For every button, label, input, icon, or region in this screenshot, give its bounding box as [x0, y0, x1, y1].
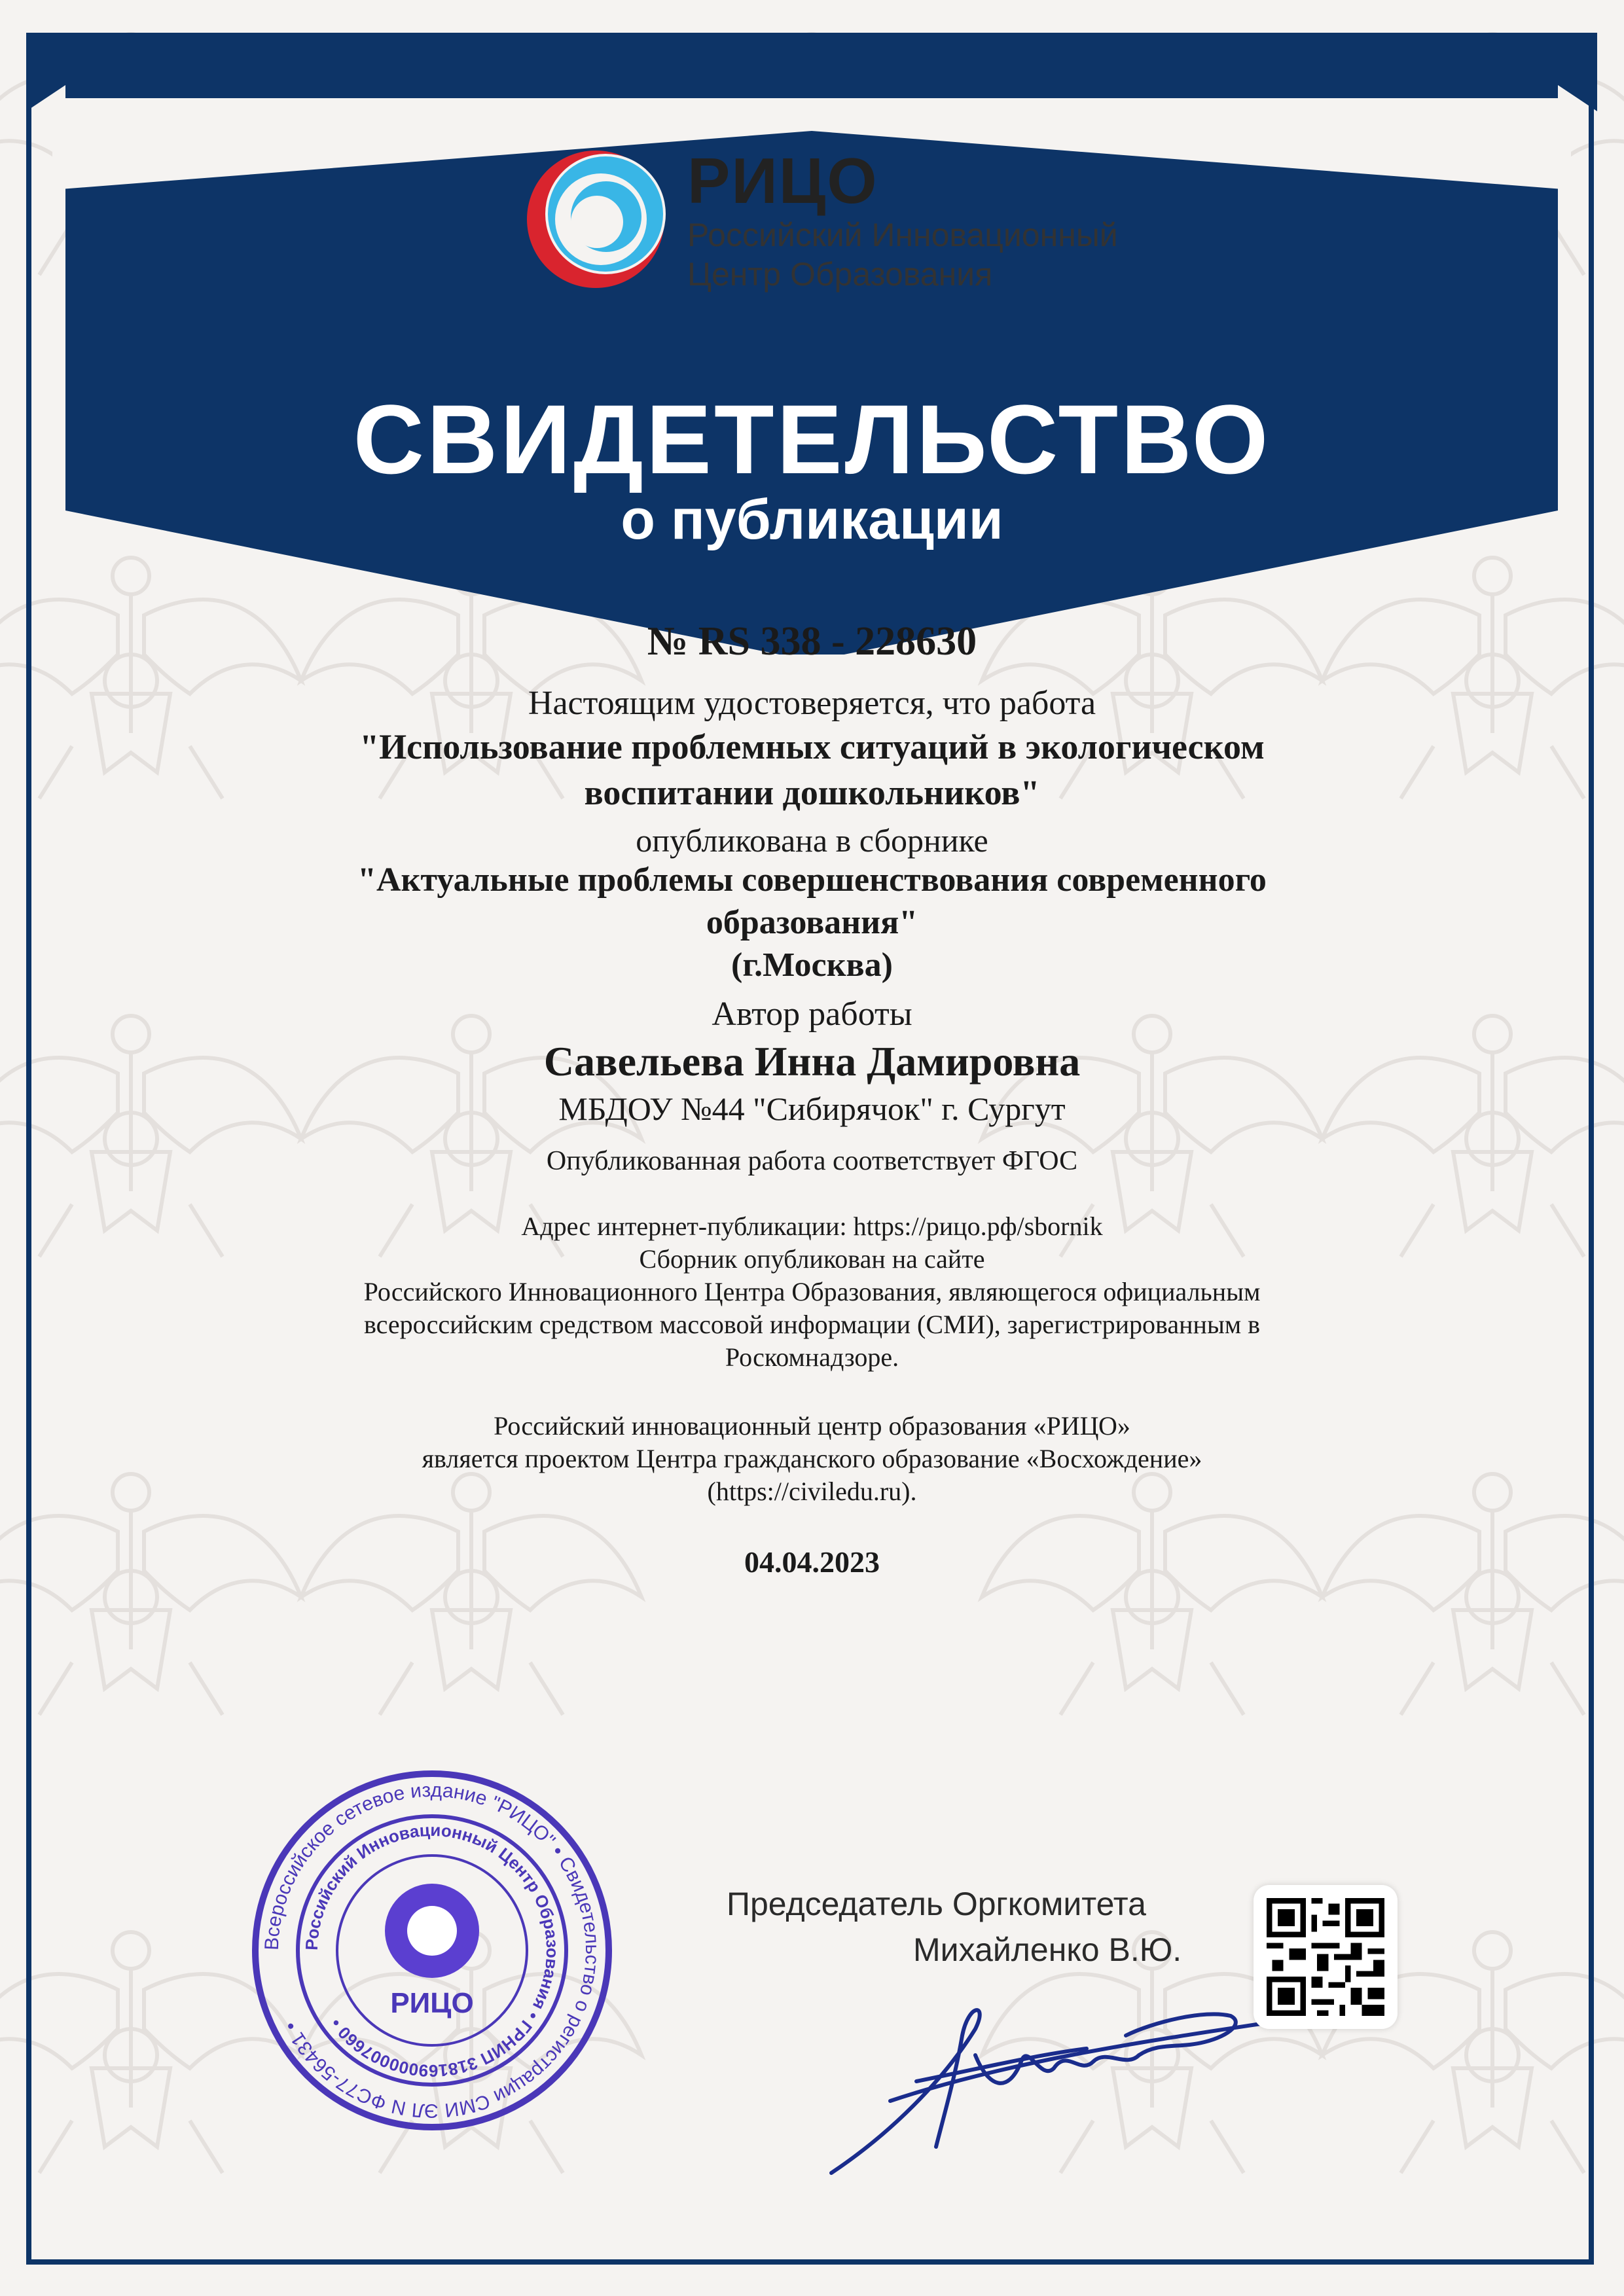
site-line-4: Роскомнадзоре. — [725, 1342, 899, 1372]
official-seal — [249, 1767, 615, 2134]
collection-line-1: "Актуальные проблемы совершенствования современного — [357, 861, 1267, 899]
logo-line-1: Российский Инновационный — [687, 217, 1118, 253]
published-in-text: опубликована в сборнике — [636, 822, 988, 859]
svg-text:Российский Инновационный Центр: Российский Инновационный Центр Образования • ГРНИП 318169000007660 • — [301, 1820, 563, 2081]
author-name: Савельева Инна Дамировна — [543, 1038, 1081, 1085]
signature-role: Председатель Оргкомитета — [727, 1886, 1146, 1922]
svg-text:Всероссийское сетевое издание: Всероссийское сетевое издание "РИЦО" • Свидетельство о регистрации СМИ ЭЛ N ФС77-56431 • — [261, 1779, 604, 2122]
work-title-line-2: воспитании дошкольников" — [584, 773, 1040, 812]
logo-name: РИЦО — [687, 145, 878, 217]
logo-panel — [0, 0, 1624, 655]
project-line-1: Российский инновационный центр образования «РИЦО» — [494, 1411, 1130, 1441]
project-line-3: (https://civiledu.ru). — [707, 1477, 917, 1506]
project-line-2: является проектом Центра гражданского образование «Восхождение» — [422, 1444, 1202, 1473]
certificate-subtitle: о публикации — [621, 488, 1003, 551]
handwritten-signature — [812, 1977, 1283, 2186]
institution: МБДОУ №44 "Сибирячок" г. Сургут — [558, 1090, 1066, 1127]
certificate-number: № RS 338 - 228630 — [647, 619, 977, 664]
intro-text: Настоящим удостоверяется, что работа — [528, 685, 1096, 722]
signature-name: Михайленко В.Ю. — [913, 1931, 1182, 1968]
site-line-2: Российского Инновационного Центра Образования, являющегося официальным — [363, 1277, 1261, 1306]
collection-city: (г.Москва) — [731, 946, 893, 984]
fgos-note: Опубликованная работа соответствует ФГОС — [546, 1146, 1078, 1176]
seal-label: РИЦО — [390, 1987, 474, 2019]
logo-line-2: Центр Образования — [687, 256, 993, 293]
site-line-1: Сборник опубликован на сайте — [639, 1244, 985, 1274]
rico-logo-icon — [517, 141, 674, 298]
author-label: Автор работы — [712, 996, 912, 1033]
qr-code-icon — [1267, 1898, 1384, 2016]
site-line-3: всероссийским средством массовой информации (СМИ), зарегистрированным в — [363, 1310, 1261, 1339]
collection-line-2: образования" — [706, 904, 918, 941]
issue-date: 04.04.2023 — [744, 1545, 880, 1579]
publication-address: Адрес интернет-публикации: https://рицо.рф/sbornik — [521, 1211, 1103, 1241]
certificate-title: СВИДЕТЕЛЬСТВО — [353, 384, 1271, 494]
work-title-line-1: "Использование проблемных ситуаций в экологическом — [359, 727, 1265, 766]
